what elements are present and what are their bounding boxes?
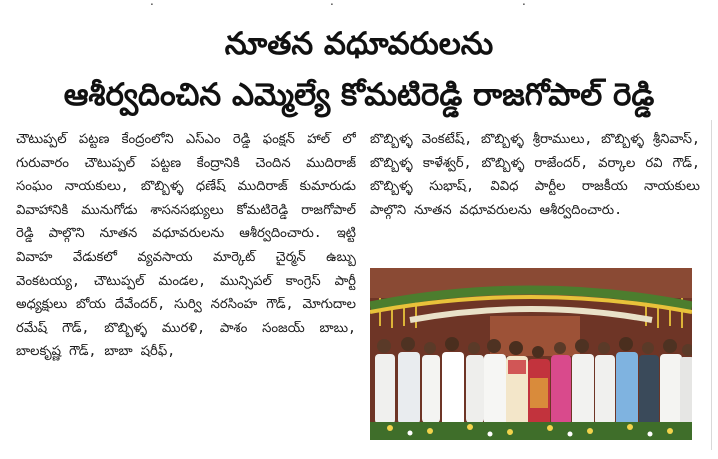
article-left-text: చౌటుప్పల్ పట్టణ కేంద్రంలోని ఎస్ఎం రెడ్డి ఫంక్షన్ హాల్ లో గురువారం చౌటుప్పల్ పట్టణ కేంద్రానికి చెందిన ముదిరాజ్ సంఘం నాయకులు, బొబ్బిళ్ళ ధణేష్ ముదిరాజ్ కుమారుడు వివాహానికి మునుగోడు శాసనసభ్యులు కోమటిరెడ్డి రాజగోపాల్ రెడ్డి పాల్గొని నూతన వధూవరులను ఆశీర్వదించారు. ఇట్టి వివాహ వేడుకలో వ్యవసాయ మార్కెట్ చైర్మన్ ఉబ్బు వెంకటయ్య, చౌటుప్పల్ మండల, మున్సిపల్ కాంగ్రెస్ పార్టీ అధ్యక్షులు బోయ దేవేందర్, సుర్వి నరసింహ గౌడ్, మోగుదాల రమేష్ గౌడ్, బొబ్బిళ్ళ మురళి, పాశం సంజయ్ బాబు, బాలకృష్ణ గౌడ్, బాబా షరీఫ్, xyxy=(16,132,356,360)
wedding-photo-illustration xyxy=(370,268,692,440)
headline xyxy=(0,22,718,120)
article-right-column xyxy=(370,128,700,266)
cropped-top-strip: . . . xyxy=(150,0,526,8)
article-left-column xyxy=(16,128,356,446)
photo-wedding-group xyxy=(370,268,692,440)
article-right-text: బొబ్బిళ్ళ వెంకటేష్, బొబ్బిళ్ళ శ్రీరాములు, బొబ్బిళ్ళ శ్రీనివాస్, బొబ్బిళ్ళ కాళేశ్వర్, బొబ్బిళ్ళ రాజేందర్, వర్కాల రవి గౌడ్, బొబ్బిళ్ళ సుభాష్, వివిధ పార్టీల రాజకీయ నాయకులు పాల్గొని నూతన వధూవరులను ఆశీర్వదించారు. xyxy=(370,132,700,218)
headline-line-2: ఆశీర్వదించిన ఎమ్మెల్యే కోమటిరెడ్డి రాజగోపాల్ రెడ్డి xyxy=(63,77,655,113)
page-edge-divider xyxy=(711,120,712,450)
headline-line-1: నూతన వధూవరులను xyxy=(224,26,494,62)
